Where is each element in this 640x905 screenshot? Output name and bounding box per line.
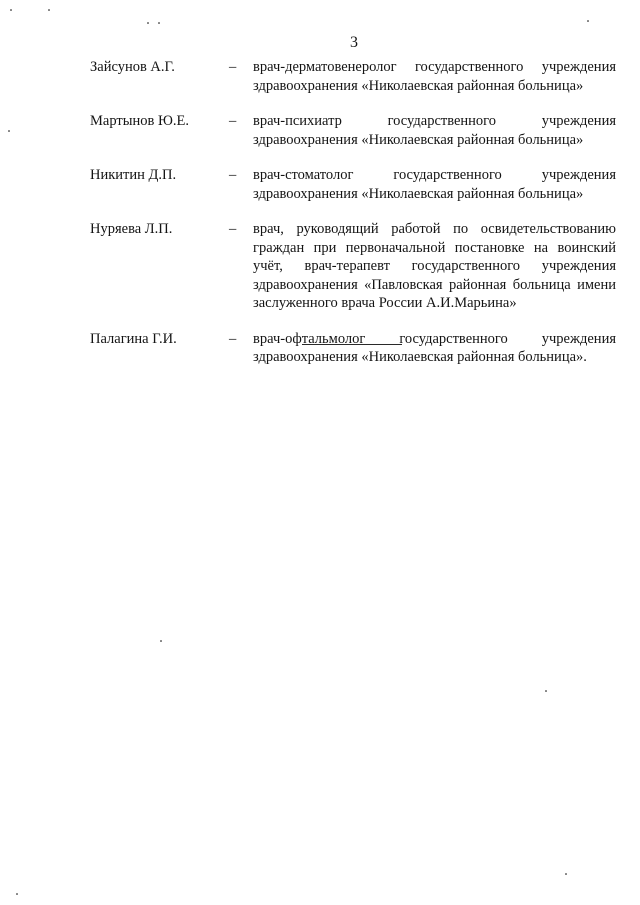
scan-speck <box>160 640 162 642</box>
member-role: врач-стоматолог государственного учреждения здравоохранения «Николаевская районная больница» <box>253 167 616 202</box>
scan-speck <box>545 690 547 692</box>
member-row <box>90 166 616 203</box>
member-name: Зайсунов А.Г. <box>90 59 175 75</box>
member-dash: – <box>229 330 237 347</box>
member-role: врач, руководящий работой по освидетельствованию граждан при первоначальной постановке на воинский учёт, врач-терапевт государственного учреждения здравоохранения «Павловская районная больница имени заслуженного врача России А.И.Марьина» <box>253 221 616 311</box>
member-row <box>90 220 616 313</box>
member-list <box>90 58 616 384</box>
member-name: Нуряева Л.П. <box>90 221 173 237</box>
scan-speck <box>587 20 589 22</box>
member-role: врач-психиатр государственного учреждения здравоохранения «Николаевская районная больница» <box>253 113 616 148</box>
member-name: Мартынов Ю.Е. <box>90 113 189 129</box>
scan-speck <box>48 9 50 11</box>
member-dash: – <box>229 59 237 75</box>
scan-speck <box>565 873 567 875</box>
scan-speck <box>10 9 12 11</box>
member-dash: – <box>229 113 237 129</box>
member-role: врач-офтальмолог государственного учреждения здравоохранения «Николаевская районная больница». <box>253 330 616 365</box>
member-row <box>90 58 616 95</box>
closing-rule <box>302 344 402 345</box>
member-dash: – <box>229 221 237 237</box>
member-name: Никитин Д.П. <box>90 167 177 183</box>
member-role: врач-дерматовенеролог государственного учреждения здравоохранения «Николаевская районная больница» <box>253 59 616 94</box>
page-number: 3 <box>350 34 358 51</box>
scan-speck <box>158 22 160 24</box>
member-name: Палагина Г.И. <box>90 330 177 347</box>
scan-speck <box>16 893 18 895</box>
member-dash: – <box>229 167 237 183</box>
scan-speck <box>147 22 149 24</box>
member-row <box>90 112 616 149</box>
member-row <box>90 330 616 367</box>
scan-speck <box>8 130 10 132</box>
